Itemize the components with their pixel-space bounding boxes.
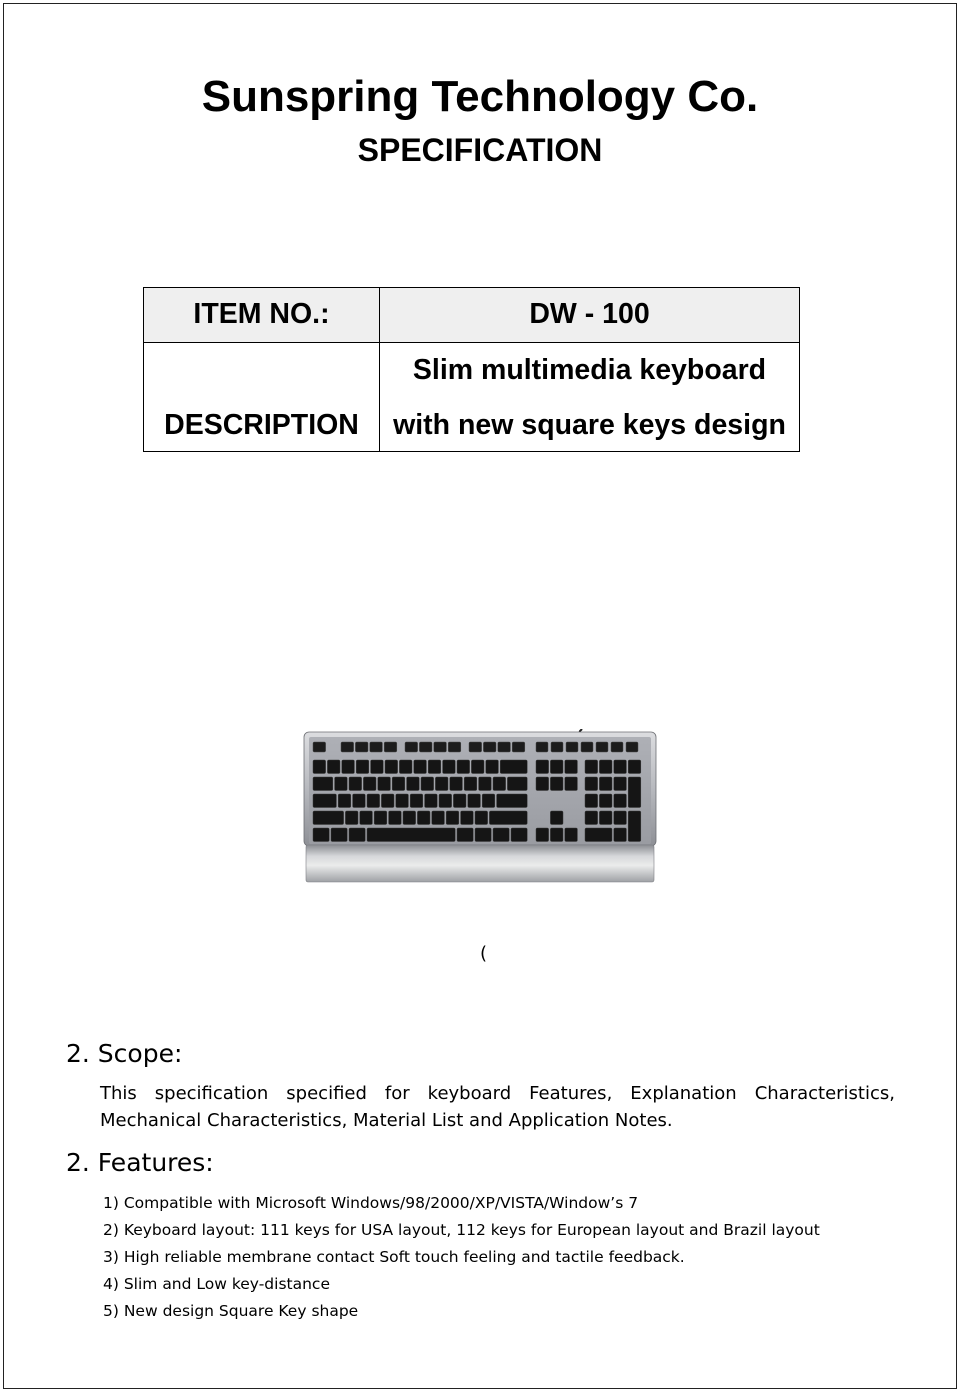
keyboard-key xyxy=(493,828,509,842)
keyboard-key xyxy=(428,760,441,774)
keyboard-key xyxy=(585,794,598,808)
scope-text-line-2: Mechanical Characteristics, Material List and Application Notes. xyxy=(100,1110,673,1131)
keyboard-key xyxy=(479,777,492,791)
keyboard-key xyxy=(628,811,641,842)
keyboard-key xyxy=(381,794,394,808)
keyboard-key xyxy=(565,777,578,791)
keyboard-key xyxy=(468,794,481,808)
keyboard-key xyxy=(331,828,347,842)
keyboard-key xyxy=(338,794,351,808)
keyboard-key xyxy=(399,760,412,774)
keyboard-key xyxy=(363,777,376,791)
description-line-1: Slim multimedia keyboard xyxy=(412,354,767,386)
keyboard-key xyxy=(596,742,608,752)
keyboard-key xyxy=(405,742,418,752)
feature-item: 3) High reliable membrane contact Soft touch feeling and tactile feedback. xyxy=(103,1248,685,1266)
keyboard-key xyxy=(599,811,612,825)
item-number-value: DW - 100 xyxy=(529,298,650,330)
keyboard-key xyxy=(500,760,527,774)
keyboard-key xyxy=(550,828,563,842)
keyboard-key xyxy=(355,742,368,752)
keyboard-key xyxy=(389,811,402,825)
keyboard-key xyxy=(443,760,456,774)
keyboard-key xyxy=(585,760,598,774)
keyboard-key xyxy=(432,811,445,825)
image-caption-mark: ( xyxy=(480,943,488,964)
keyboard-key xyxy=(407,777,420,791)
keyboard-key xyxy=(417,811,430,825)
keyboard-key xyxy=(536,760,549,774)
item-number-label: ITEM NO.: xyxy=(193,298,330,330)
keyboard-photo xyxy=(303,729,657,884)
feature-item: 2) Keyboard layout: 111 keys for USA layout, 112 keys for European layout and Brazil layout xyxy=(103,1221,820,1239)
keyboard-key xyxy=(313,828,329,842)
keyboard-key xyxy=(536,742,548,752)
keyboard-key xyxy=(384,742,397,752)
keyboard-key xyxy=(585,811,598,825)
keyboard-key xyxy=(453,794,466,808)
keyboard-key xyxy=(374,811,387,825)
keyboard-key xyxy=(565,828,578,842)
keyboard-palm-rest xyxy=(306,845,654,882)
keyboard-key xyxy=(497,794,528,808)
keyboard-key xyxy=(599,760,612,774)
feature-item: 1) Compatible with Microsoft Windows/98/2000/XP/VISTA/Window’s 7 xyxy=(103,1194,639,1212)
keyboard-key xyxy=(511,828,527,842)
keyboard-key xyxy=(425,794,438,808)
keyboard-key xyxy=(435,777,448,791)
scope-heading: 2. Scope: xyxy=(66,1039,183,1068)
keyboard-key xyxy=(489,811,527,825)
keyboard-key xyxy=(486,760,499,774)
keyboard-key xyxy=(457,760,470,774)
keyboard-key xyxy=(626,742,638,752)
keyboard-key xyxy=(507,777,527,791)
keyboard-key xyxy=(439,794,452,808)
keyboard-key xyxy=(378,777,391,791)
scope-text-line-1: This specification specified for keyboard Features, Explanation Characteristics, xyxy=(100,1083,895,1104)
keyboard-key xyxy=(419,742,432,752)
keyboard-key xyxy=(483,742,496,752)
keyboard-key xyxy=(581,742,593,752)
description-line-2: with new square keys design xyxy=(393,409,786,441)
keyboard-key xyxy=(353,794,366,808)
keyboard-key xyxy=(446,811,459,825)
keyboard-key xyxy=(512,742,525,752)
keyboard-key xyxy=(611,742,623,752)
item-number-value-cell xyxy=(380,288,799,343)
keyboard-key xyxy=(536,828,549,842)
keyboard-key xyxy=(464,777,477,791)
keyboard-key xyxy=(482,794,495,808)
keyboard-key xyxy=(367,828,455,842)
keyboard-key xyxy=(434,742,447,752)
keyboard-key xyxy=(585,777,598,791)
keyboard-key xyxy=(628,777,641,808)
keyboard-key xyxy=(475,828,491,842)
features-list xyxy=(103,1190,820,1325)
keyboard-key xyxy=(461,811,474,825)
keyboard-key xyxy=(469,742,482,752)
keyboard-key xyxy=(475,811,488,825)
keyboard-key xyxy=(392,777,405,791)
keyboard-key xyxy=(550,760,563,774)
keyboard-key xyxy=(565,760,578,774)
keyboard-key xyxy=(367,794,380,808)
feature-item: 4) Slim and Low key-distance xyxy=(103,1275,330,1293)
keyboard-key xyxy=(327,760,340,774)
keyboard-key xyxy=(313,777,333,791)
keyboard-key xyxy=(448,742,461,752)
description-label-cell xyxy=(144,343,380,451)
features-heading: 2. Features: xyxy=(66,1148,214,1177)
item-table xyxy=(143,287,800,452)
keyboard-key xyxy=(313,742,326,752)
description-label: DESCRIPTION xyxy=(164,409,359,441)
keyboard-key xyxy=(356,760,369,774)
item-number-label-cell xyxy=(144,288,380,343)
keyboard-key xyxy=(628,760,641,774)
keyboard-key xyxy=(457,828,473,842)
keyboard-key xyxy=(335,777,348,791)
keyboard-key xyxy=(550,777,563,791)
keyboard-key xyxy=(341,742,354,752)
keyboard-key xyxy=(313,760,326,774)
keyboard-key xyxy=(414,760,427,774)
keyboard-key xyxy=(599,794,612,808)
feature-item: 5) New design Square Key shape xyxy=(103,1302,359,1320)
keyboard-key xyxy=(614,811,627,825)
keyboard-key xyxy=(345,811,358,825)
keyboard-key xyxy=(550,811,563,825)
keyboard-key xyxy=(403,811,416,825)
keyboard-key xyxy=(313,794,336,808)
keyboard-key xyxy=(614,794,627,808)
keyboard-key xyxy=(421,777,434,791)
keyboard-key xyxy=(370,742,383,752)
keyboard-key xyxy=(410,794,423,808)
keyboard-key xyxy=(536,777,549,791)
keyboard-key xyxy=(360,811,373,825)
keyboard-key xyxy=(614,760,627,774)
keyboard-key xyxy=(371,760,384,774)
keyboard-key xyxy=(349,777,362,791)
keyboard-key xyxy=(396,794,409,808)
keyboard-key xyxy=(585,828,612,842)
keyboard-key xyxy=(566,742,578,752)
company-title: Sunspring Technology Co. xyxy=(201,72,759,121)
keyboard-key xyxy=(551,742,563,752)
page-border xyxy=(3,3,957,1389)
keyboard-key xyxy=(342,760,355,774)
keyboard-key xyxy=(385,760,398,774)
keyboard-key xyxy=(471,760,484,774)
keyboard-key xyxy=(599,777,612,791)
keyboard-key xyxy=(498,742,511,752)
keyboard-key xyxy=(614,828,627,842)
keyboard-key xyxy=(614,777,627,791)
keyboard-key xyxy=(349,828,365,842)
keyboard-key xyxy=(493,777,506,791)
description-value-cell xyxy=(380,343,799,451)
keyboard-key xyxy=(450,777,463,791)
keyboard-key xyxy=(313,811,344,825)
document-type-heading: SPECIFICATION xyxy=(357,132,603,168)
